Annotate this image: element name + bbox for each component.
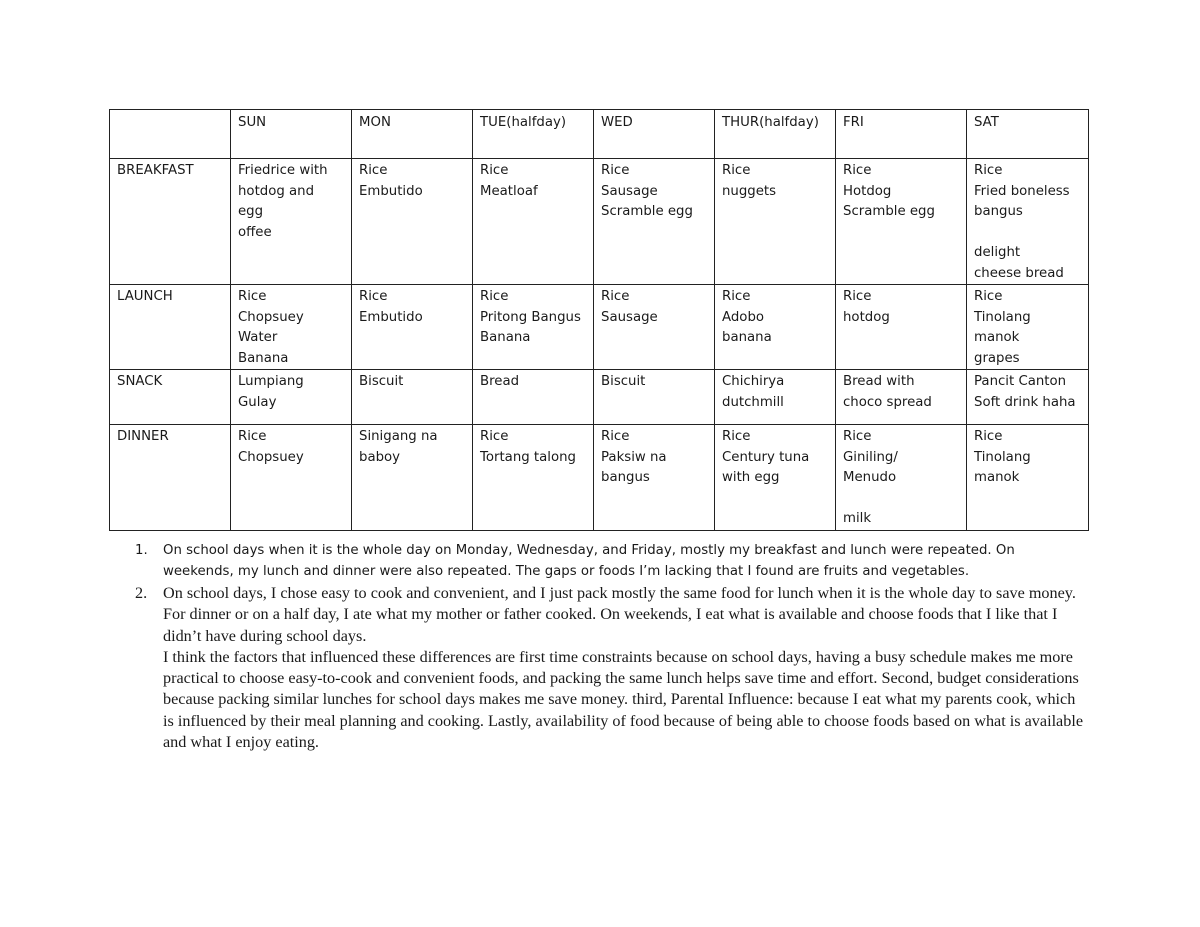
table-cell: Chichirya dutchmill (715, 370, 836, 425)
table-cell: Pancit Canton Soft drink haha (967, 370, 1089, 425)
table-cell: Rice Tortang talong (473, 425, 594, 531)
header-cell-sat: SAT (967, 110, 1089, 159)
answer-text: On school days when it is the whole day on Monday, Wednesday, and Friday, mostly my breakfast and lunch were repeated. On weekends, my lunch and dinner were also repeated. The gaps or foods I’m lacking that I found are fruits and vegetables. (163, 543, 1015, 579)
table-row-snack (110, 370, 1089, 425)
table-cell: Rice Fried boneless bangus delight cheese bread (967, 159, 1089, 285)
header-cell-thur: THUR(halfday) (715, 110, 836, 159)
table-row-breakfast (110, 159, 1089, 285)
table-cell: Rice Embutido (352, 285, 473, 370)
answer-number: 1. (135, 543, 148, 558)
row-label-snack: SNACK (110, 370, 231, 425)
answer-item-1 (135, 540, 1087, 582)
table-cell: Rice Century tuna with egg (715, 425, 836, 531)
table-cell: Rice Paksiw na bangus (594, 425, 715, 531)
table-cell: Rice Giniling/ Menudo milk (836, 425, 967, 531)
header-cell-mon: MON (352, 110, 473, 159)
row-label-dinner: DINNER (110, 425, 231, 531)
table-cell: Rice nuggets (715, 159, 836, 285)
header-cell-tue: TUE(halfday) (473, 110, 594, 159)
table-cell: Rice Chopsuey Water Banana (231, 285, 352, 370)
table-cell: Rice Hotdog Scramble egg (836, 159, 967, 285)
header-cell-fri: FRI (836, 110, 967, 159)
row-label-breakfast: BREAKFAST (110, 159, 231, 285)
table-cell: Lumpiang Gulay (231, 370, 352, 425)
table-row-launch (110, 285, 1089, 370)
answer-number: 2. (135, 584, 148, 602)
table-cell: Biscuit (594, 370, 715, 425)
table-cell: Friedrice with hotdog and egg offee (231, 159, 352, 285)
table-cell: Rice hotdog (836, 285, 967, 370)
header-cell-sun: SUN (231, 110, 352, 159)
table-cell: Rice Tinolang manok grapes (967, 285, 1089, 370)
table-cell: Rice Adobo banana (715, 285, 836, 370)
table-row-dinner (110, 425, 1089, 531)
table-cell: Sinigang na baboy (352, 425, 473, 531)
row-label-launch: LAUNCH (110, 285, 231, 370)
table-cell: Biscuit (352, 370, 473, 425)
table-header-row (110, 110, 1089, 159)
meal-plan-table (109, 109, 1089, 531)
table-cell: Bread with choco spread (836, 370, 967, 425)
table-cell: Rice Chopsuey (231, 425, 352, 531)
table-cell: Rice Pritong Bangus Banana (473, 285, 594, 370)
header-cell-wed: WED (594, 110, 715, 159)
table-cell: Rice Embutido (352, 159, 473, 285)
answer-paragraph: I think the factors that influenced these differences are first time constraints because on school days, having a busy schedule makes me more practical to choose easy-to-cook and convenient foods, and packing the same lunch helps save time and effort. Second, budget considerations because packing similar lunches for school days makes me save money. third, Parental Influence: because I eat what my parents cook, which is influenced by their meal planning and cooking. Lastly, availability of food because of being able to choose foods based on what is available and what I enjoy eating. (163, 647, 1084, 752)
table-cell: Rice Tinolang manok (967, 425, 1089, 531)
table-cell: Rice Sausage Scramble egg (594, 159, 715, 285)
table-cell: Rice Meatloaf (473, 159, 594, 285)
table-cell: Rice Sausage (594, 285, 715, 370)
header-cell-empty (110, 110, 231, 159)
table-cell: Bread (473, 370, 594, 425)
answer-item-2 (135, 583, 1087, 753)
answer-list (135, 540, 1087, 753)
answer-paragraph: On school days, I chose easy to cook and convenient, and I just pack mostly the same food for lunch when it is the whole day to save money. For dinner or on a half day, I ate what my mother or father cooked. On weekends, I eat what is available and choose foods that I like that I didn’t have during school days. (163, 584, 1076, 645)
